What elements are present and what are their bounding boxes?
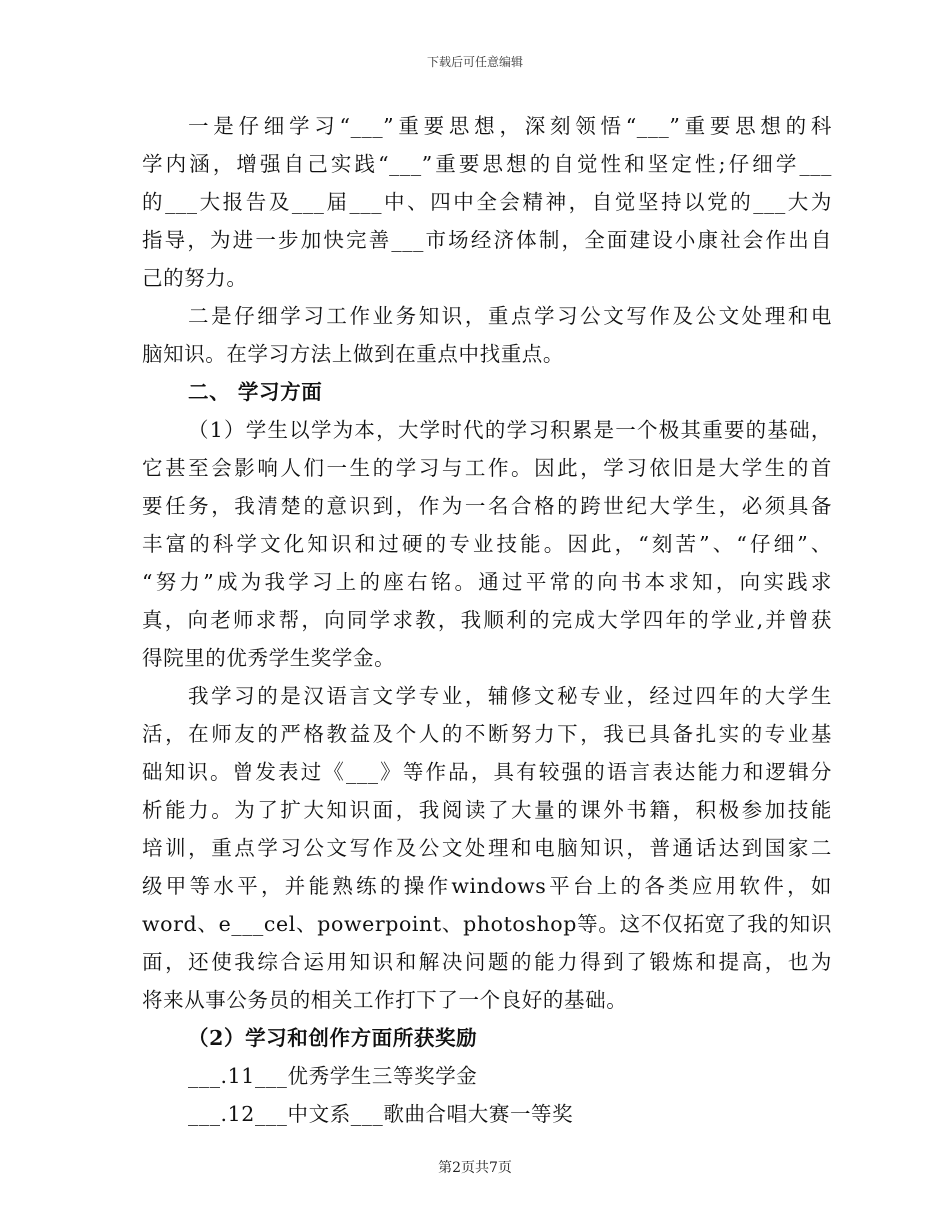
page-number: 第2页共7页 — [438, 1160, 512, 1176]
text-line: 活，在师友的严格教益及个人的不断努力下，我已具备扎实的专业基 — [142, 722, 832, 746]
section-heading: （2）学习和创作方面所获奖励 — [188, 1026, 478, 1050]
page-header: 下载后可任意编辑 — [426, 55, 523, 69]
text-line: “努力”成为我学习上的座右铭。通过平常的向书本求知，向实践求 — [142, 570, 832, 594]
text-line: 得院里的优秀学生奖学金。 — [142, 646, 396, 670]
text-line: ___.11___优秀学生三等奖学金 — [188, 1064, 478, 1088]
text-line: 二是仔细学习工作业务知识，重点学习公文写作及公文处理和电 — [188, 304, 832, 328]
text-line: 的___大报告及___届___中、四中全会精神，自觉坚持以党的___大为 — [142, 190, 832, 214]
text-line: 要任务，我清楚的意识到，作为一名合格的跨世纪大学生，必须具备 — [142, 494, 832, 518]
section-heading: 二、 学习方面 — [188, 380, 323, 404]
text-line: word、e___cel、powerpoint、photoshop等。这不仅拓宽了我的知识 — [142, 912, 832, 936]
text-line: 培训，重点学习公文写作及公文处理和电脑知识，普通话达到国家二 — [142, 836, 832, 860]
text-line: 础知识。曾发表过《___》等作品，具有较强的语言表达能力和逻辑分 — [142, 760, 832, 784]
text-line: 学内涵，增强自己实践“___”重要思想的自觉性和坚定性;仔细学___ — [142, 152, 832, 176]
text-line: 己的努力。 — [142, 266, 248, 290]
text-line: 脑知识。在学习方法上做到在重点中找重点。 — [142, 342, 564, 366]
text-line: 丰富的科学文化知识和过硬的专业技能。因此，“刻苦”、“仔细”、 — [142, 532, 832, 556]
text-line: 面，还使我综合运用知识和解决问题的能力得到了锻炼和提高，也为 — [142, 950, 832, 974]
text-line: 真，向老师求帮，向同学求教，我顺利的完成大学四年的学业,并曾获 — [142, 608, 832, 632]
text-line: ___.12___中文系___歌曲合唱大赛一等奖 — [188, 1102, 574, 1126]
text-line: 我学习的是汉语言文学专业，辅修文秘专业，经过四年的大学生 — [188, 684, 832, 708]
text-line: 它甚至会影响人们一生的学习与工作。因此，学习依旧是大学生的首 — [142, 456, 832, 480]
text-line: （1）学生以学为本，大学时代的学习积累是一个极其重要的基础， — [188, 418, 832, 442]
text-line: 级甲等水平，并能熟练的操作windows平台上的各类应用软件，如 — [142, 874, 832, 898]
text-line: 将来从事公务员的相关工作打下了一个良好的基础。 — [142, 988, 628, 1012]
text-line: 指导，为进一步加快完善___市场经济体制，全面建设小康社会作出自 — [142, 228, 832, 252]
text-line: 析能力。为了扩大知识面，我阅读了大量的课外书籍，积极参加技能 — [142, 798, 832, 822]
text-line: 一是仔细学习“___”重要思想，深刻领悟“___”重要思想的科 — [188, 114, 832, 138]
